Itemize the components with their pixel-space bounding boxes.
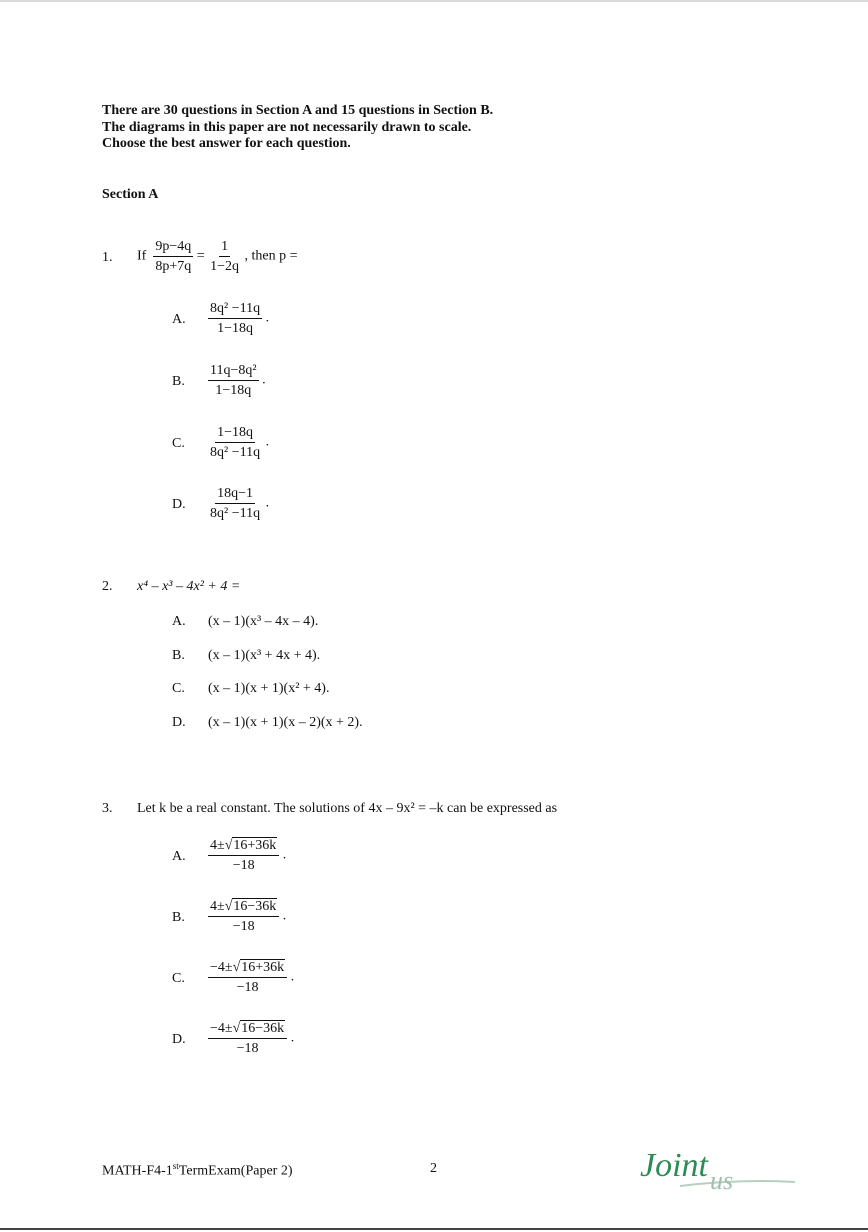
q2-option-d: (x – 1)(x + 1)(x – 2)(x + 2). [208,715,363,730]
question-2-number: 2. [102,579,113,594]
lhs-numerator: 9p−4q [153,238,193,257]
rhs-fraction [208,238,241,275]
question-3-number: 3. [102,801,113,816]
bottom-divider [0,1228,868,1230]
option-denominator: −18 [232,919,255,934]
q1-option-d: $\frac{18q-1}{\text{8q² −11q}}$ . [210,486,270,521]
page-number: 2 [430,1161,437,1176]
question-3-stem: Let k be a real constant. The solutions of 4x – 9x² = –k can be expressed as [137,801,558,816]
option-numerator: 11q−8q² [208,362,259,381]
option-numerator: 1−18q [215,424,255,443]
option-prefix: −4± [210,960,233,975]
q3-option-b: $\frac{4\pm√16-36k}{-18}$ . [210,899,287,934]
question-1-number: 1. [102,250,113,265]
svg-text:Joint: Joint [640,1147,708,1184]
if-label: If [137,248,147,264]
option-label: A. [172,614,186,629]
option-label: B. [172,648,185,663]
q2-option-a: (x – 1)(x³ – 4x – 4). [208,614,319,629]
footer-code-sup: st [172,1161,179,1171]
footer-code-rest: TermExam(Paper 2) [178,1163,293,1179]
q1-option-a: $\frac{\text{8q² −11q}}{1-18q}$ . [210,301,270,336]
lhs-fraction [153,238,193,275]
option-denominator: 8q² −11q [210,445,261,460]
q1-option-b: $\frac{\text{11q−8q²}}{1-18q}$ . [210,363,266,398]
radicand: 16−36k [241,1021,285,1036]
instruction-line: Choose the best answer for each question. [102,136,351,151]
option-denominator: 8q² −11q [210,506,261,521]
option-label: A. [172,312,186,327]
option-denominator: −18 [236,980,259,995]
footer-code-main: MATH-F4-1 [102,1163,173,1179]
section-title: Section A [102,187,159,202]
question-2-stem: x⁴ – x³ – 4x² + 4 = [137,579,241,594]
question-1-tail: , then p = [244,248,298,264]
instructions [102,103,493,153]
option-label: A. [172,849,186,864]
option-denominator: −18 [236,1041,259,1056]
q3-option-d: $\frac{-4\pm√16-36k}{-18}$ . [210,1021,295,1056]
rhs-numerator: 1 [219,238,230,257]
option-numerator: 8q² −11q [208,300,262,319]
rhs-denominator: 1−2q [210,259,240,274]
lhs-denominator: 8p+7q [155,259,192,274]
svg-text:us: us [710,1166,734,1195]
footer-code [102,1161,293,1180]
option-denominator: 1−18q [215,383,252,398]
option-label: C. [172,436,185,451]
instruction-line: The diagrams in this paper are not necessarily drawn to scale. [102,119,472,135]
jointus-logo [640,1140,800,1196]
option-label: C. [172,681,185,696]
top-divider [0,0,868,2]
option-label: C. [172,971,185,986]
option-prefix: 4± [210,899,225,914]
option-prefix: 4± [210,838,225,853]
option-denominator: −18 [232,858,255,873]
option-prefix: −4± [210,1021,233,1036]
radicand: 16+36k [233,838,277,853]
option-numerator: 18q−1 [215,485,255,504]
radicand: 16+36k [241,960,285,975]
option-label: D. [172,1032,186,1047]
q3-option-a: $\frac{4\pm√16+36k}{-18}$ . [210,838,287,873]
q3-option-c: $\frac{-4\pm√16+36k}{-18}$ . [210,960,295,995]
option-label: B. [172,910,185,925]
radicand: 16−36k [233,899,277,914]
option-denominator: 1−18q [217,321,253,336]
instruction-line: There are 30 questions in Section A and 15 questions in Section B. [102,103,494,118]
option-label: B. [172,374,185,389]
question-1-stem: If $\frac{9p-4q}{8p+7q}$ = $\frac{1}{1-2q}$ , then p = [137,239,298,274]
option-label: D. [172,715,186,730]
q2-option-b: (x – 1)(x³ + 4x + 4). [208,648,321,663]
q2-option-c: (x – 1)(x + 1)(x² + 4). [208,681,330,696]
option-label: D. [172,497,186,512]
q1-option-c: $\frac{1-18q}{\text{8q² −11q}}$ . [210,425,270,460]
